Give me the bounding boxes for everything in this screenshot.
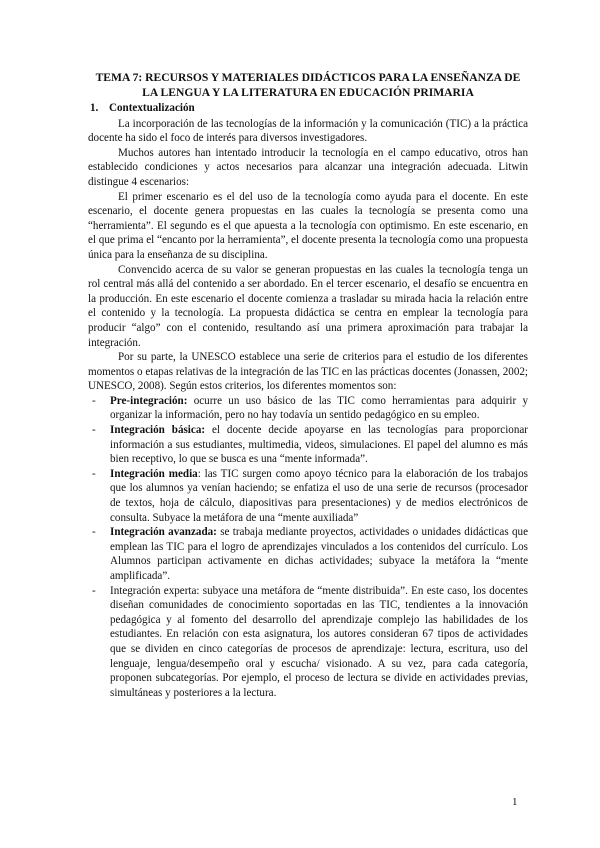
moment-text: : las TIC surgen como apoyo técnico para la elaboración de los trabajos que los alumnos ya venían haciendo; se enfatiza el uso de una serie de recursos (procesador de textos, hoja de cálculo, diapositivas para presentaciones) y de medios electrónicos de consulta. Subyace la metáfora de una “mente auxiliada” bbox=[110, 467, 528, 524]
paragraph: Muchos autores han intentado introducir la tecnología en el campo educativo, otros han establecido condiciones y actos necesarios para alcanzar una integración adecuada. Litwin distingue 4 escenarios: bbox=[88, 146, 528, 188]
list-item bbox=[88, 584, 528, 701]
page-content bbox=[88, 70, 528, 700]
list-item bbox=[88, 423, 528, 467]
list-dash: - bbox=[92, 394, 96, 407]
moment-term: Integración básica: bbox=[110, 424, 206, 437]
document-title: TEMA 7: RECURSOS Y MATERIALES DIDÁCTICOS PARA LA ENSEÑANZA DE LA LENGUA Y LA LITERATURA EN EDUCACIÓN PRIMARIA bbox=[95, 71, 521, 99]
paragraph: El primer escenario es el del uso de la tecnología como ayuda para el docente. En este escenario, el docente genera propuestas en las cuales la tecnología se presenta como una “herramienta”. El segundo es el que apuesta a la tecnología con optimismo. En este escenario, en el que prima el “encanto por la herramienta”, el docente presenta la tecnología como una propuesta única para la enseñanza de su disciplina. bbox=[88, 190, 528, 261]
integration-moments-list bbox=[88, 394, 528, 700]
list-dash: - bbox=[92, 424, 96, 437]
list-item bbox=[88, 525, 528, 583]
moment-text: se trabaja mediante proyectos, actividades o unidades didácticas que emplean las TIC para el logro de aprendizajes vinculados a los contenidos del currículo. Los Alumnos participan activamente en dichas actividades; subyace la metáfora la “mente amplificada”. bbox=[110, 526, 529, 582]
moment-text: Integración experta: subyace una metáfora de “mente distribuida”. En este caso, los docentes diseñan comunidades de conocimiento soportadas en las TIC, tendientes a la innovación pedagógica y al fomento del desarrollo del aprendizaje complejo las habilidades de los estudiantes. En relación con esta asignatura, los autores consideran 67 tipos de actividades que se dividen en cinco categorías de procesos de aprendizaje: lectura, escritura, uso del lenguaje, lengua/desempeño oral y escucha/ visionado. A su vez, para cada categoría, proponen subcategorías. Por ejemplo, el proceso de lectura se divide en actividades previas, simultáneas y posteriores a la lectura. bbox=[110, 584, 528, 699]
moment-term: Integración media bbox=[110, 467, 198, 480]
paragraph: Por su parte, la UNESCO establece una serie de criterios para el estudio de los diferentes momentos o etapas relativas de la integración de las TIC en las prácticas docentes (Jonassen, 2002; UNESCO, 2008). Según estos criterios, los diferentes momentos son: bbox=[88, 351, 528, 393]
section-number: 1. bbox=[90, 102, 99, 114]
paragraph: Convencido acerca de su valor se generan propuestas en las cuales la tecnología tenga un rol central más allá del contenido a ser abordado. En el tercer escenario, el desafío se encuentra en la producción. En este escenario el docente comienza a trasladar su mirada hacia la relación entre el contenido y la tecnología. La propuesta didáctica se centra en emplear la tecnología para producir “algo” con el contenido, resultando así una primera aproximación para trabajar la integración. bbox=[88, 263, 528, 349]
moment-text: el docente decide apoyarse en las tecnologías para proporcionar información a sus estudiantes, multimedia, videos, simulaciones. El papel del alumno es más bien receptivo, lo que se busca es una “mente informada”. bbox=[110, 424, 528, 466]
paragraph: La incorporación de las tecnologías de la información y la comunicación (TIC) a la práctica docente ha sido el foco de interés para diversos investigadores. bbox=[88, 117, 528, 145]
list-dash: - bbox=[92, 584, 96, 597]
moment-term: Pre-integración: bbox=[110, 394, 188, 407]
list-dash: - bbox=[92, 467, 96, 480]
list-item bbox=[88, 394, 528, 423]
list-dash: - bbox=[92, 526, 96, 539]
section-title: Contextualización bbox=[109, 102, 195, 114]
page-number: 1 bbox=[512, 796, 518, 808]
moment-term: Integración avanzada: bbox=[110, 526, 217, 539]
section-heading bbox=[88, 101, 528, 116]
moment-text: ocurre un uso básico de las TIC como herramientas para adquirir y organizar la información, pero no hay todavía un sentido pedagógico en su empleo. bbox=[110, 394, 528, 422]
list-item bbox=[88, 467, 528, 525]
